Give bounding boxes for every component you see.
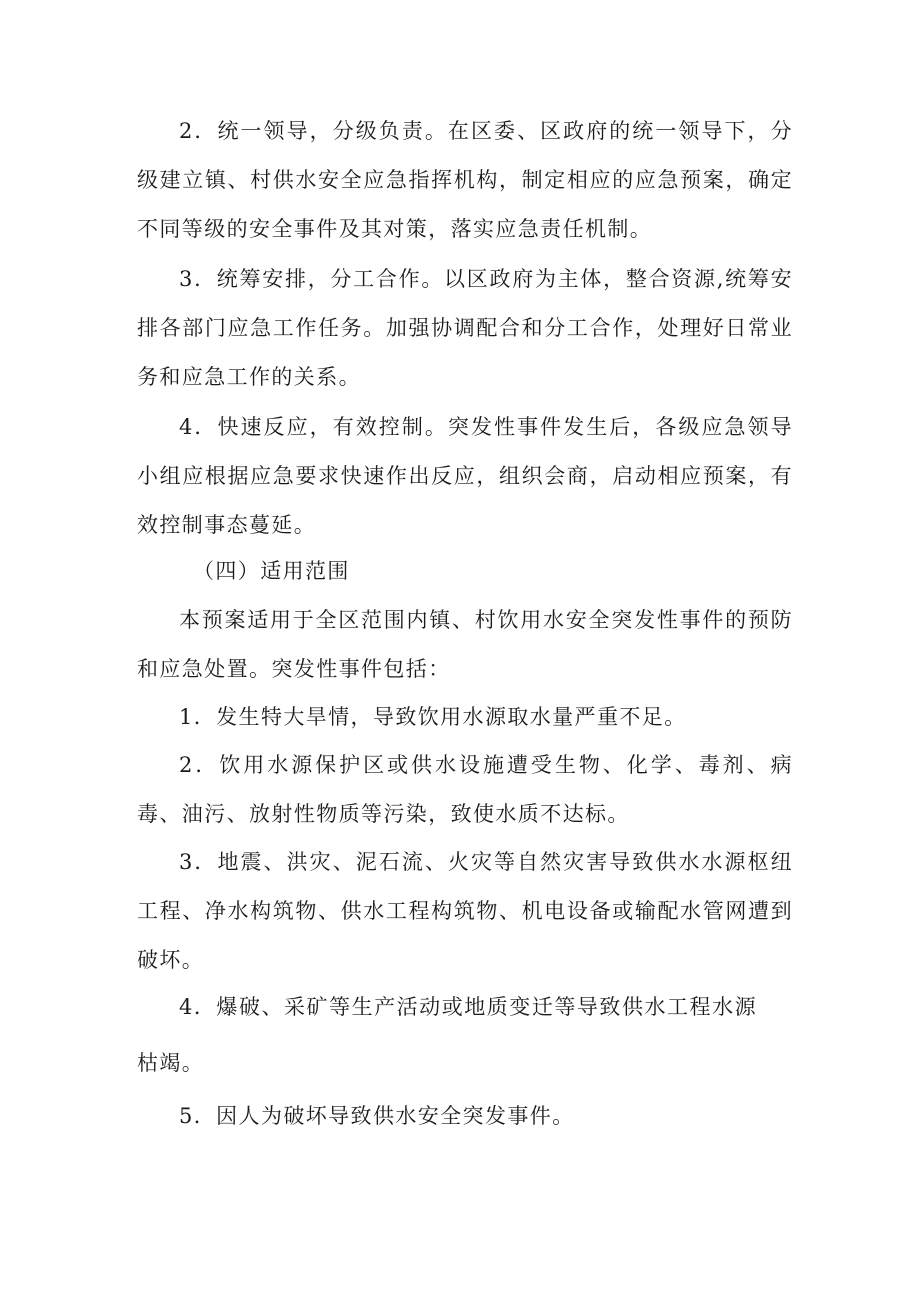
paragraph-event-5: 5．因人为破坏导致供水安全突发事件。: [179, 1104, 575, 1128]
paragraph-event-3: 3．地震、洪灾、泥石流、火灾等自然灾害导致供水水源枢纽工程、净水构筑物、供水工程构筑物、机电设备或输配水管网遭到破坏。: [137, 850, 793, 972]
paragraph-principle-3: 3．统筹安排，分工合作。以区政府为主体，整合资源,统筹安排各部门应急工作任务。加强协调配合和分工合作，处理好日常业务和应急工作的关系。: [137, 267, 793, 389]
paragraph-event-1: 1．发生特大旱情，导致饮用水源取水量严重不足。: [179, 705, 687, 729]
section-heading-scope: （四）适用范围: [193, 559, 350, 583]
paragraph-principle-4: 4．快速反应，有效控制。突发性事件发生后，各级应急领导小组应根据应急要求快速作出反应，组织会商，启动相应预案，有效控制事态蔓延。: [137, 415, 793, 537]
paragraph-event-4: 4．爆破、采矿等生产活动或地质变迁等导致供水工程水源枯竭。: [137, 995, 757, 1075]
paragraph-scope-intro: 本预案适用于全区范围内镇、村饮用水安全突发性事件的预防和应急处置。突发性事件包括：: [137, 608, 793, 681]
paragraph-principle-2: 2．统一领导，分级负责。在区委、区政府的统一领导下，分级建立镇、村供水安全应急指挥机构，制定相应的应急预案，确定不同等级的安全事件及其对策，落实应急责任机制。: [137, 119, 793, 241]
paragraph-event-2: 2．饮用水源保护区或供水设施遭受生物、化学、毒剂、病毒、油污、放射性物质等污染，致使水质不达标。: [137, 753, 793, 826]
